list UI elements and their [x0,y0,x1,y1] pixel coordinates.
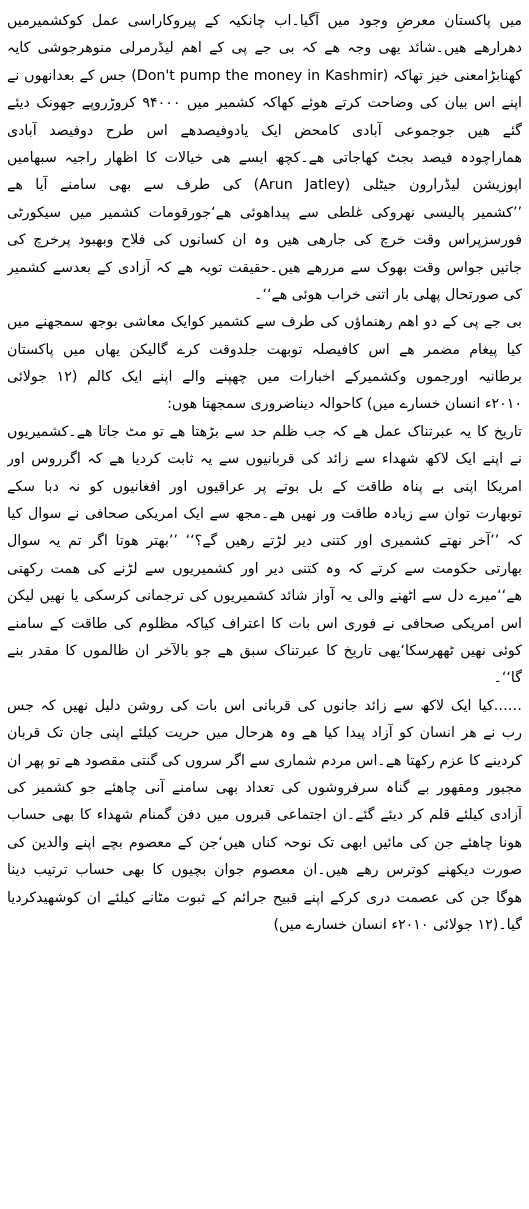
paragraph [7,309,522,419]
text-line: مجبور ومقھور بے گناہ سرفروشوں کی تعداد بھی سامنے آنی چاھئے جو کشمیر کی [7,779,522,796]
text-line: ھے‘‘میرے دل سے اٹھنے والی یہ آواز شائد کشمیریوں کی ترجمانی کرسکی یا نھیں لیکن [7,588,522,605]
text-line: کوئی نھیں ٹھھرسکا‘یھی تاریخ کا عبرتناک سبق ھے جو بالآخر ان ظالموں کا مقدر بنے [7,642,522,659]
text-line: ’’کشمیر پالیسی نھروکی غلطی سے پیداھوئی ھے‘جورقومات کشمیر میں سیکورٹی [7,204,522,221]
text-line: جاتیں جواس وقت بھوک سے مررھے ھیں۔حقیقت تویہ ھے کہ آزادی کے بعدسے کشمیر [7,259,522,276]
paragraph [7,693,522,940]
text-line: ھوگا جن کی عصمت دری کرکے اپنے قبیح جرائم کے ثبوت مٹانے کیلئے ان کوشھیدکردیا [7,889,522,906]
text-line: بی جے پی کے دو اھم رھنماؤں کی طرف سے کشمیر کوایک معاشی بوجھ سمجھنے میں [7,314,522,331]
text-line: اس امریکی صحافی نے فوری اس بات کا اعتراف کیاکہ مظلوم کی طاقت کے سامنے [7,615,522,632]
text-line: تاریخ کا یہ عبرتناک عمل ھے کہ جب ظلم حد سے بڑھتا ھے تو مٹ جاتا ھے۔کشمیریوں [7,423,522,440]
text-line: توبھارت توان سے زیادہ طاقت ور نھیں ھے۔مجھ سے ایک امریکی صحافی نے سوال کیا [7,506,522,523]
text-line: فورسزپراس وقت خرچ کی جارھی ھیں وہ ان کسانوں کی فلاح وبھبود پرخرچ کی [7,232,522,249]
text-line: امریکا اپنی بے پناہ طاقت کے بل بوتے پر عراقیوں اور افغانیوں کو نہ دبا سکے [7,478,522,495]
text-line: کردینے کا عزم رکھتا ھے۔اس مردم شماری سے اگر سروں کی گنتی مقصود ھے تو پھر ان [7,752,522,769]
text-line: کیا پیغام مضمر ھے اس کافیصلہ توبھت جلدوقت کرے گالیکن یھاں میں پاکستان [7,341,522,358]
text-line: کھنابڑامعنی خیز تھاکہ (Don't pump the money in Kashmir) جس کے بعدانھوں نے [7,67,522,84]
text-line: کی صورتحال پھلی بار اتنی خراب ھوئی ھے‘‘۔ [254,286,522,303]
paragraph [7,8,522,309]
text-line: گئے ھیں جوجموعی آبادی کامحض ایک یادوفیصدھے اس طرح دوفیصد آبادی [7,122,522,139]
text-line: آزادی کیلئے قلم کر دیئے گئے۔ان اجتماعی قبروں میں دفن گمنام شھداء کا بھی حساب [7,807,522,824]
text-line: میں پاکستان معرضِ وجود میں آگیا۔اب چانکیہ کے پیروکاراسی عمل کوکشمیرمیں [7,13,522,29]
text-line: ۲۰۱۰ء انسان خسارے میں) کاحوالہ دیناضروری سمجھتا ھوں: [167,396,522,413]
text-line: نے اپنے ایک لاکھ شھداء سے زائد کی قربانیوں سے یہ ثابت کردیا ھے کہ اگرروس اور [7,451,522,468]
text-line: گا‘‘۔ [493,670,522,687]
text-line: برطانیہ اورجموں وکشمیرکے اخبارات میں چھپنے والے اپنے ایک کالم (۱۲ جولائی [7,369,522,386]
text-line: اپنے اس بیان کی وضاحت کرتے ھوئے کھاکہ کشمیر میں ۹۴۰۰۰ کروڑروپے جھونک دیئے [7,95,522,112]
text-line: صورت دیکھنے کوترس رھے ھیں۔ان معصوم جوان بچیوں کا بھی حساب ترتیب دینا [7,862,522,879]
quoted-paragraph [7,419,522,693]
text-line: رب نے ھر انسان کو آزاد پیدا کیا ھے وہ ھرحال میں حریت کیلئے اپنی جان تک قربان [7,725,522,742]
text-line: کہ ’’آخر نھتے کشمیری اور کتنی دیر لڑتے رھیں گے؟‘‘ ’’بھتر ھوتا اگر تم یہ سوال [7,533,522,550]
text-line: اپوزیشن لیڈرارون جیٹلی (Arun Jatley) کی طرف سے بھی سامنے آیا ھے [7,177,522,194]
text-line: دھرارھے ھیں۔شائد یھی وجہ ھے کہ بی جے پی کے اھم لیڈرمرلی منوھرجوشی کایہ [7,40,522,57]
text-line: ……کیا ایک لاکھ سے زائد جانوں کی قربانی اس بات کی روشن دلیل نھیں کہ جس [7,697,522,714]
text-line: بھارتی حکومت سے کرتے کہ وہ کتنی دیر اور کشمیریوں سے لڑنے کی ھمت رکھتی [7,560,522,577]
text-line: گیا۔(۱۲ جولائی ۲۰۱۰ء انسان خسارے میں) [273,916,522,933]
text-line: ھونا چاھئے جن کی مائیں ابھی تک نوحہ کناں ھیں‘جن کے معصوم بچے اپنے والدین کی [7,834,522,851]
text-line: ھماراچودہ فیصد بجٹ کھاجاتی ھے۔کچھ ایسے ھی خیالات کا اظھار راجیہ سبھامیں [7,149,522,166]
